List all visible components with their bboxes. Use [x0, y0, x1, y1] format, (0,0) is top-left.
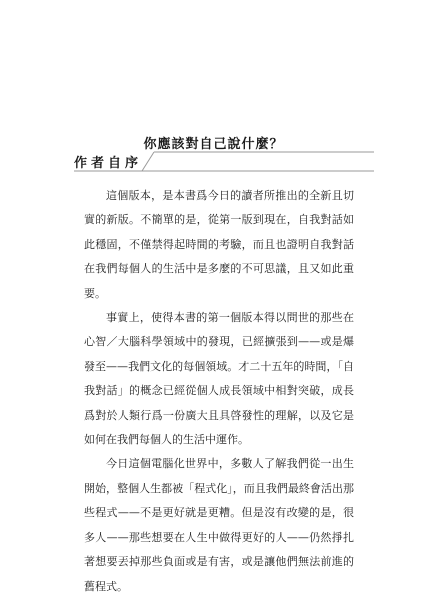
page-title: 你應該對自己說什麼？	[143, 137, 284, 152]
section-label: 作者自序	[74, 156, 143, 171]
body-text	[84, 184, 354, 599]
paragraph: 事實上，使得本書的第一個版本得以問世的那些在心智／大腦科學領域中的發現，已經擴張到——或是爆發至——我們文化的每個領域。才二十五年的時間，「自我對話」的概念已經從個人成長領域中相對突破，成長爲對於人類行爲一份廣大且具啓發性的理解，以及它是如何在我們每個人的生活中運作。	[84, 311, 354, 447]
paragraph: 這個版本，是本書爲今日的讀者所推出的全新且切實的新版。不簡單的是，從第一版到現在，自我對話如此穩固，不僅禁得起時間的考驗，而且也證明自我對話在我們每個人的生活中是多麼的不可思議，且又如此重要。	[84, 189, 354, 300]
paragraph: 今日這個電腦化世界中，多數人了解我們從一出生開始，整個人生都被「程式化」，而且我們最終會活出那些程式——不是更好就是更糟。但是沒有改變的是，很多人——那些想要在人生中做得更好的人——仍然掙扎著想要丟掉那些負面或是有害，或是讓他們無法前進的舊程式。	[84, 457, 354, 593]
section-header	[74, 150, 374, 172]
